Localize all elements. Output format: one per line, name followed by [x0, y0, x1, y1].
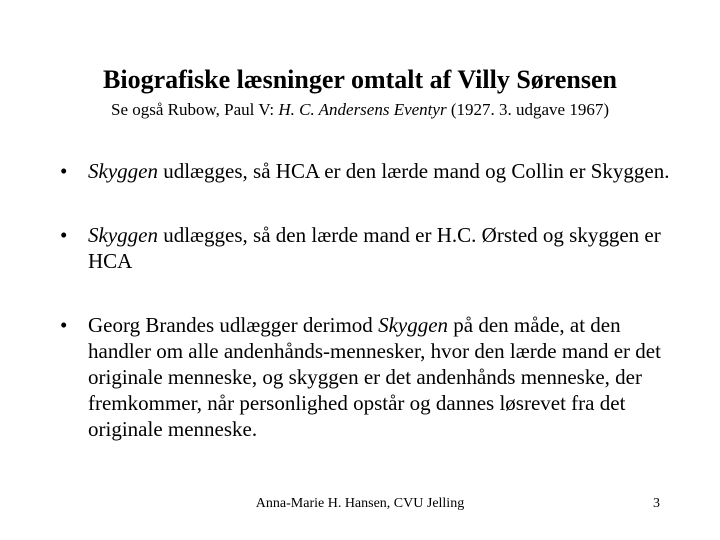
bullet-marker: • — [60, 223, 68, 247]
bullet-text: udlægges, så HCA er den lærde mand og Collin er Skyggen. — [157, 159, 670, 183]
bullet-item — [60, 222, 670, 274]
bullet-text: på den måde, at den handler om alle andenhånds-mennesker, hvor den lærde mand er det originale menneske, og skyggen er det andenhånds menneske, der fremkommer, når personlighed opstår og dannes løsrevet fra det originale menneske. — [88, 313, 661, 441]
bullet-item — [60, 312, 670, 442]
bullet-text-prefix: Georg Brandes udlægger derimod — [88, 313, 379, 337]
bullet-item — [60, 158, 670, 184]
subtitle-suffix: (1927. 3. udgave 1967) — [446, 100, 609, 119]
bullet-marker: • — [60, 313, 68, 337]
subtitle-book-title: H. C. Andersens Eventyr — [278, 100, 447, 119]
bullet-text: udlægges, så den lærde mand er H.C. Ørsted og skyggen er HCA — [88, 223, 661, 273]
bullet-marker: • — [60, 159, 68, 183]
slide-footer: Anna-Marie H. Hansen, CVU Jelling — [255, 496, 465, 511]
bullet-list — [60, 158, 670, 442]
bullet-italic-title: Skyggen — [88, 159, 158, 183]
slide-subtitle — [0, 98, 720, 122]
bullet-italic-title: Skyggen — [88, 223, 158, 247]
slide-title: Biografiske læsninger omtalt af Villy Sørensen — [103, 65, 617, 94]
page-number: 3 — [653, 496, 660, 511]
subtitle-prefix: Se også Rubow, Paul V: — [111, 100, 279, 119]
bullet-italic-title: Skyggen — [378, 313, 449, 337]
